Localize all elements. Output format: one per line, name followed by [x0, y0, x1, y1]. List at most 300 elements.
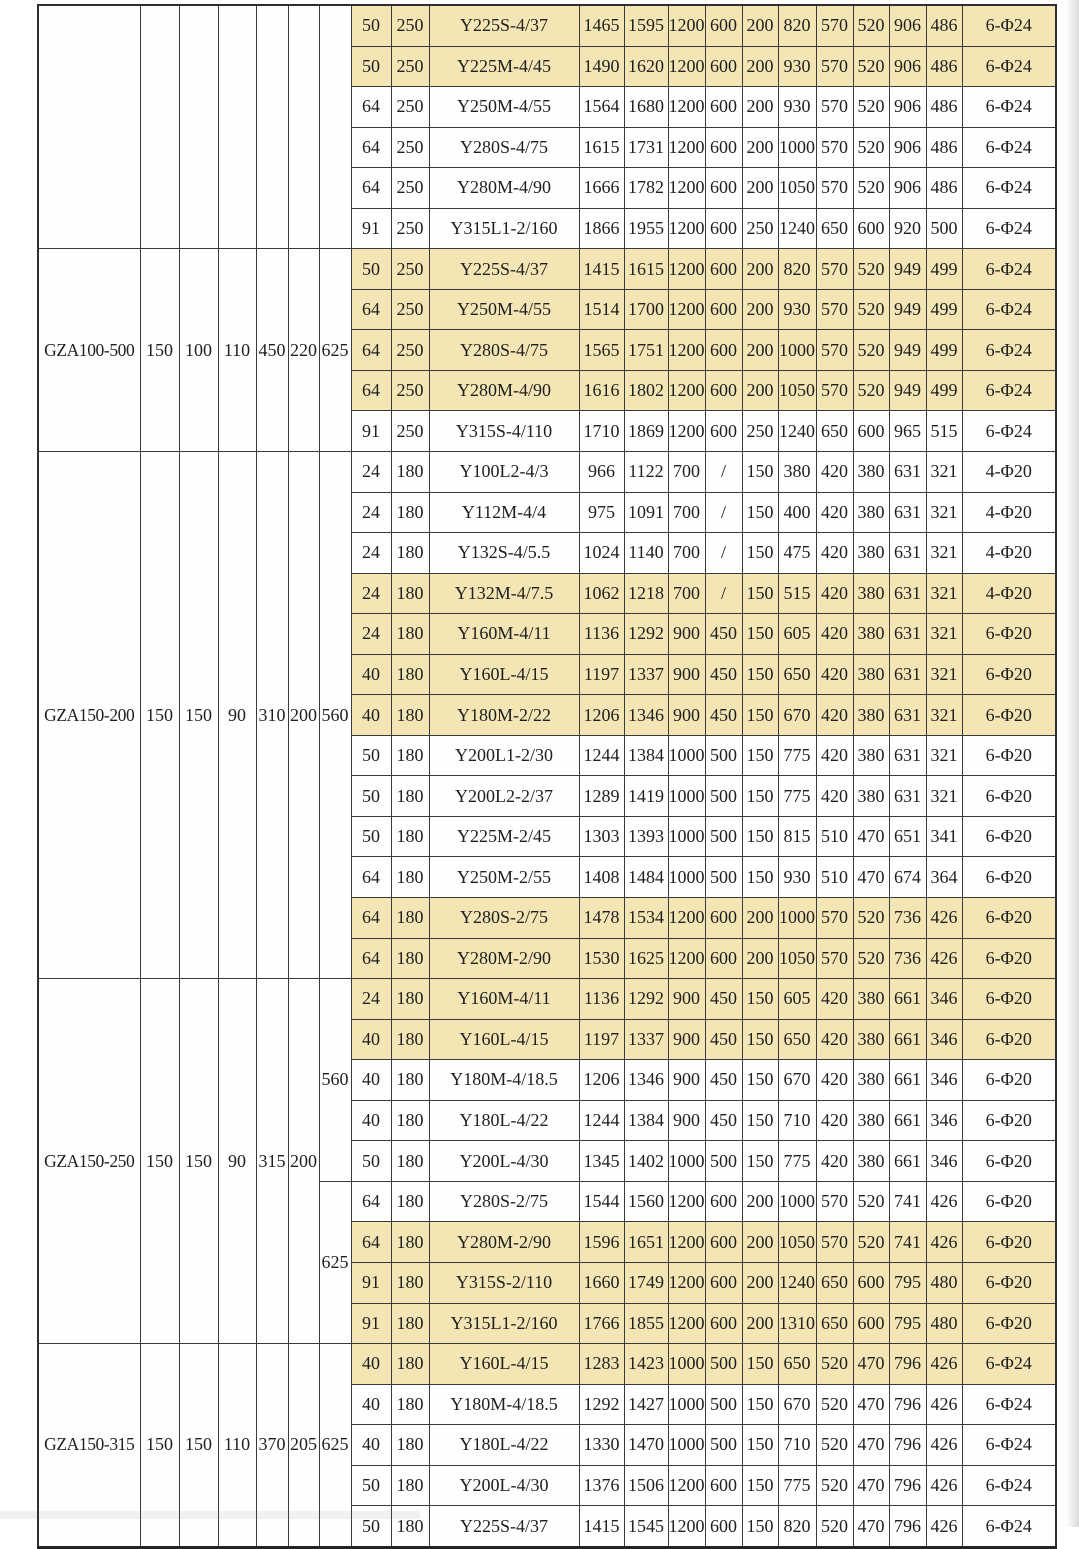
- motor-model-cell: Y280S-2/75: [429, 898, 579, 939]
- dim-cell: 625: [319, 1344, 351, 1548]
- value-cell: 1384: [624, 1100, 668, 1141]
- value-cell: 50: [351, 1141, 391, 1182]
- value-cell: 796: [889, 1506, 926, 1548]
- bolt-spec-cell: 6-Φ24: [962, 330, 1056, 371]
- value-cell: 600: [705, 411, 742, 452]
- value-cell: 700: [668, 533, 705, 574]
- value-cell: 250: [391, 5, 429, 46]
- motor-model-cell: Y200L2-2/37: [429, 776, 579, 817]
- value-cell: /: [705, 573, 742, 614]
- value-cell: 500: [705, 1425, 742, 1466]
- value-cell: 1292: [579, 1384, 624, 1425]
- value-cell: 1206: [579, 695, 624, 736]
- value-cell: 600: [853, 208, 889, 249]
- bolt-spec-cell: 6-Φ24: [962, 87, 1056, 128]
- motor-model-cell: Y315S-4/110: [429, 411, 579, 452]
- value-cell: 364: [926, 857, 962, 898]
- value-cell: 64: [351, 168, 391, 209]
- dim-cell: 205: [288, 1344, 319, 1548]
- bolt-spec-cell: 6-Φ20: [962, 1060, 1056, 1101]
- motor-model-cell: Y225S-4/37: [429, 1506, 579, 1548]
- motor-model-cell: Y280S-2/75: [429, 1181, 579, 1222]
- value-cell: 180: [391, 979, 429, 1020]
- value-cell: 1200: [668, 168, 705, 209]
- value-cell: 906: [889, 5, 926, 46]
- value-cell: 64: [351, 938, 391, 979]
- value-cell: 250: [391, 330, 429, 371]
- motor-model-cell: Y200L-4/30: [429, 1141, 579, 1182]
- value-cell: 1200: [668, 370, 705, 411]
- value-cell: 380: [853, 695, 889, 736]
- spec-table-body: [38, 5, 1056, 1547]
- value-cell: 520: [853, 5, 889, 46]
- value-cell: 40: [351, 1060, 391, 1101]
- value-cell: 1337: [624, 1019, 668, 1060]
- value-cell: 1490: [579, 46, 624, 87]
- value-cell: 1050: [778, 1222, 816, 1263]
- bolt-spec-cell: 6-Φ24: [962, 249, 1056, 290]
- motor-model-cell: Y225S-4/37: [429, 249, 579, 290]
- dim-cell: [319, 5, 351, 249]
- value-cell: 380: [853, 1019, 889, 1060]
- value-cell: 420: [816, 1100, 853, 1141]
- value-cell: 50: [351, 5, 391, 46]
- value-cell: 600: [705, 1465, 742, 1506]
- value-cell: 1766: [579, 1303, 624, 1344]
- value-cell: 150: [742, 533, 778, 574]
- value-cell: 815: [778, 816, 816, 857]
- value-cell: 1615: [579, 127, 624, 168]
- value-cell: 631: [889, 614, 926, 655]
- value-cell: 200: [742, 330, 778, 371]
- photo-edge-shade: [1066, 0, 1079, 1527]
- value-cell: 520: [816, 1425, 853, 1466]
- dim-cell: 450: [256, 249, 288, 452]
- dim-cell: 110: [218, 249, 256, 452]
- value-cell: 200: [742, 1222, 778, 1263]
- value-cell: 600: [705, 208, 742, 249]
- value-cell: 600: [705, 249, 742, 290]
- value-cell: 321: [926, 492, 962, 533]
- bolt-spec-cell: 6-Φ24: [962, 46, 1056, 87]
- value-cell: 966: [579, 452, 624, 493]
- motor-model-cell: Y280M-4/90: [429, 370, 579, 411]
- value-cell: 321: [926, 654, 962, 695]
- value-cell: 1218: [624, 573, 668, 614]
- value-cell: 450: [705, 695, 742, 736]
- value-cell: 180: [391, 1019, 429, 1060]
- value-cell: 180: [391, 857, 429, 898]
- value-cell: 520: [853, 168, 889, 209]
- bolt-spec-cell: 6-Φ24: [962, 5, 1056, 46]
- value-cell: 64: [351, 289, 391, 330]
- value-cell: 1200: [668, 5, 705, 46]
- value-cell: 426: [926, 1181, 962, 1222]
- value-cell: 600: [705, 1181, 742, 1222]
- value-cell: 470: [853, 1384, 889, 1425]
- value-cell: 180: [391, 1181, 429, 1222]
- value-cell: 50: [351, 776, 391, 817]
- value-cell: 520: [816, 1465, 853, 1506]
- dim-cell: [140, 5, 179, 249]
- dim-cell: 200: [288, 979, 319, 1344]
- value-cell: 321: [926, 533, 962, 574]
- value-cell: 1200: [668, 1303, 705, 1344]
- value-cell: 24: [351, 492, 391, 533]
- value-cell: 796: [889, 1465, 926, 1506]
- value-cell: 1200: [668, 1506, 705, 1548]
- value-cell: 1660: [579, 1262, 624, 1303]
- value-cell: 486: [926, 87, 962, 128]
- value-cell: 50: [351, 1506, 391, 1548]
- value-cell: 1700: [624, 289, 668, 330]
- value-cell: 631: [889, 573, 926, 614]
- value-cell: 200: [742, 289, 778, 330]
- value-cell: 1292: [624, 979, 668, 1020]
- value-cell: 906: [889, 87, 926, 128]
- value-cell: 150: [742, 573, 778, 614]
- value-cell: 1200: [668, 938, 705, 979]
- value-cell: 1545: [624, 1506, 668, 1548]
- value-cell: 380: [853, 1100, 889, 1141]
- value-cell: 420: [816, 654, 853, 695]
- value-cell: 1289: [579, 776, 624, 817]
- value-cell: 1506: [624, 1465, 668, 1506]
- value-cell: 1200: [668, 289, 705, 330]
- value-cell: 40: [351, 1384, 391, 1425]
- dim-cell: [288, 5, 319, 249]
- value-cell: 700: [668, 573, 705, 614]
- value-cell: 250: [391, 289, 429, 330]
- value-cell: 426: [926, 1465, 962, 1506]
- value-cell: 775: [778, 776, 816, 817]
- value-cell: 520: [853, 1222, 889, 1263]
- motor-model-cell: Y160M-4/11: [429, 614, 579, 655]
- value-cell: 470: [853, 1465, 889, 1506]
- bolt-spec-cell: 4-Φ20: [962, 533, 1056, 574]
- value-cell: 180: [391, 816, 429, 857]
- value-cell: 200: [742, 168, 778, 209]
- value-cell: 600: [705, 168, 742, 209]
- value-cell: 150: [742, 654, 778, 695]
- value-cell: 470: [853, 1344, 889, 1385]
- value-cell: 900: [668, 695, 705, 736]
- value-cell: 710: [778, 1100, 816, 1141]
- value-cell: 200: [742, 127, 778, 168]
- value-cell: 50: [351, 46, 391, 87]
- value-cell: 1240: [778, 208, 816, 249]
- value-cell: 180: [391, 1506, 429, 1548]
- value-cell: 150: [742, 979, 778, 1020]
- value-cell: 1616: [579, 370, 624, 411]
- value-cell: 180: [391, 1425, 429, 1466]
- dim-cell: 90: [218, 979, 256, 1344]
- value-cell: 661: [889, 979, 926, 1020]
- motor-model-cell: Y200L1-2/30: [429, 735, 579, 776]
- value-cell: 570: [816, 330, 853, 371]
- value-cell: 91: [351, 1303, 391, 1344]
- value-cell: 346: [926, 1060, 962, 1101]
- value-cell: 40: [351, 1100, 391, 1141]
- value-cell: 450: [705, 654, 742, 695]
- value-cell: 949: [889, 370, 926, 411]
- value-cell: 1337: [624, 654, 668, 695]
- value-cell: 50: [351, 735, 391, 776]
- value-cell: 499: [926, 370, 962, 411]
- value-cell: 486: [926, 168, 962, 209]
- bolt-spec-cell: 6-Φ20: [962, 1100, 1056, 1141]
- value-cell: 520: [853, 46, 889, 87]
- value-cell: 250: [742, 411, 778, 452]
- value-cell: 200: [742, 87, 778, 128]
- value-cell: 500: [926, 208, 962, 249]
- value-cell: 420: [816, 735, 853, 776]
- motor-model-cell: Y180L-4/22: [429, 1100, 579, 1141]
- motor-model-cell: Y180M-4/18.5: [429, 1384, 579, 1425]
- value-cell: 380: [853, 614, 889, 655]
- value-cell: 426: [926, 1344, 962, 1385]
- value-cell: 420: [816, 573, 853, 614]
- value-cell: 499: [926, 330, 962, 371]
- dim-cell: 110: [218, 1344, 256, 1548]
- bolt-spec-cell: 6-Φ20: [962, 816, 1056, 857]
- bolt-spec-cell: 6-Φ20: [962, 857, 1056, 898]
- value-cell: 930: [778, 857, 816, 898]
- value-cell: 1478: [579, 898, 624, 939]
- motor-model-cell: Y180M-4/18.5: [429, 1060, 579, 1101]
- value-cell: 486: [926, 5, 962, 46]
- value-cell: 64: [351, 330, 391, 371]
- bolt-spec-cell: 6-Φ20: [962, 938, 1056, 979]
- value-cell: 24: [351, 614, 391, 655]
- value-cell: 1514: [579, 289, 624, 330]
- value-cell: 500: [705, 1344, 742, 1385]
- value-cell: 570: [816, 1222, 853, 1263]
- value-cell: 600: [705, 330, 742, 371]
- value-cell: 1000: [778, 330, 816, 371]
- motor-model-cell: Y315S-2/110: [429, 1262, 579, 1303]
- value-cell: 949: [889, 289, 926, 330]
- value-cell: 180: [391, 776, 429, 817]
- value-cell: 1024: [579, 533, 624, 574]
- value-cell: 250: [391, 127, 429, 168]
- value-cell: 1244: [579, 735, 624, 776]
- value-cell: 510: [816, 816, 853, 857]
- dim-cell: 150: [179, 979, 218, 1344]
- value-cell: 570: [816, 938, 853, 979]
- value-cell: 1200: [668, 1262, 705, 1303]
- value-cell: 486: [926, 127, 962, 168]
- dim-cell: 560: [319, 979, 351, 1182]
- value-cell: 520: [853, 938, 889, 979]
- value-cell: 1596: [579, 1222, 624, 1263]
- value-cell: 150: [742, 1506, 778, 1548]
- value-cell: 1427: [624, 1384, 668, 1425]
- value-cell: 200: [742, 1181, 778, 1222]
- value-cell: 1330: [579, 1425, 624, 1466]
- value-cell: 520: [853, 898, 889, 939]
- value-cell: 795: [889, 1303, 926, 1344]
- value-cell: 1802: [624, 370, 668, 411]
- value-cell: /: [705, 533, 742, 574]
- value-cell: 1200: [668, 46, 705, 87]
- value-cell: 1615: [624, 249, 668, 290]
- value-cell: 1345: [579, 1141, 624, 1182]
- value-cell: 605: [778, 979, 816, 1020]
- bolt-spec-cell: 6-Φ20: [962, 654, 1056, 695]
- value-cell: 1530: [579, 938, 624, 979]
- value-cell: 380: [853, 573, 889, 614]
- value-cell: 570: [816, 5, 853, 46]
- value-cell: 700: [668, 452, 705, 493]
- value-cell: 1393: [624, 816, 668, 857]
- value-cell: 180: [391, 1262, 429, 1303]
- value-cell: 346: [926, 1100, 962, 1141]
- value-cell: 1376: [579, 1465, 624, 1506]
- value-cell: 380: [853, 654, 889, 695]
- value-cell: 741: [889, 1181, 926, 1222]
- value-cell: 250: [391, 208, 429, 249]
- value-cell: 900: [668, 1060, 705, 1101]
- value-cell: 600: [705, 5, 742, 46]
- dim-cell: 560: [319, 452, 351, 979]
- motor-model-cell: Y112M-4/4: [429, 492, 579, 533]
- value-cell: 570: [816, 370, 853, 411]
- value-cell: 40: [351, 1019, 391, 1060]
- value-cell: 91: [351, 208, 391, 249]
- value-cell: 906: [889, 127, 926, 168]
- value-cell: 150: [742, 816, 778, 857]
- bolt-spec-cell: 6-Φ24: [962, 411, 1056, 452]
- bolt-spec-cell: 6-Φ20: [962, 1019, 1056, 1060]
- value-cell: 1050: [778, 370, 816, 411]
- motor-model-cell: Y315L1-2/160: [429, 1303, 579, 1344]
- value-cell: 40: [351, 695, 391, 736]
- value-cell: 200: [742, 898, 778, 939]
- model-cell: GZA150-250: [38, 979, 140, 1344]
- value-cell: 631: [889, 735, 926, 776]
- pump-dimension-table: [37, 4, 1057, 1549]
- value-cell: 426: [926, 1425, 962, 1466]
- motor-model-cell: Y280S-4/75: [429, 330, 579, 371]
- value-cell: 180: [391, 898, 429, 939]
- bolt-spec-cell: 6-Φ24: [962, 1465, 1056, 1506]
- value-cell: 570: [816, 898, 853, 939]
- value-cell: 650: [816, 1303, 853, 1344]
- value-cell: 650: [778, 1344, 816, 1385]
- value-cell: 450: [705, 979, 742, 1020]
- value-cell: 906: [889, 168, 926, 209]
- value-cell: 380: [853, 979, 889, 1020]
- value-cell: 600: [705, 898, 742, 939]
- value-cell: 1240: [778, 411, 816, 452]
- value-cell: 400: [778, 492, 816, 533]
- value-cell: 150: [742, 1344, 778, 1385]
- value-cell: 1197: [579, 654, 624, 695]
- value-cell: 661: [889, 1060, 926, 1101]
- value-cell: 820: [778, 5, 816, 46]
- value-cell: 736: [889, 938, 926, 979]
- value-cell: 470: [853, 816, 889, 857]
- value-cell: 426: [926, 1222, 962, 1263]
- value-cell: 631: [889, 654, 926, 695]
- value-cell: 1136: [579, 614, 624, 655]
- motor-model-cell: Y225M-2/45: [429, 816, 579, 857]
- value-cell: 796: [889, 1344, 926, 1385]
- value-cell: 180: [391, 1222, 429, 1263]
- value-cell: 650: [816, 411, 853, 452]
- motor-model-cell: Y160L-4/15: [429, 1344, 579, 1385]
- value-cell: 321: [926, 614, 962, 655]
- bolt-spec-cell: 6-Φ20: [962, 979, 1056, 1020]
- motor-model-cell: Y225S-4/37: [429, 5, 579, 46]
- value-cell: 500: [705, 1141, 742, 1182]
- value-cell: 900: [668, 654, 705, 695]
- value-cell: 600: [705, 289, 742, 330]
- motor-model-cell: Y100L2-4/3: [429, 452, 579, 493]
- value-cell: 180: [391, 533, 429, 574]
- value-cell: 24: [351, 573, 391, 614]
- value-cell: 150: [742, 452, 778, 493]
- value-cell: 180: [391, 695, 429, 736]
- value-cell: 631: [889, 776, 926, 817]
- value-cell: 1197: [579, 1019, 624, 1060]
- value-cell: 40: [351, 1344, 391, 1385]
- value-cell: /: [705, 452, 742, 493]
- value-cell: 515: [778, 573, 816, 614]
- value-cell: 600: [705, 370, 742, 411]
- value-cell: 1244: [579, 1100, 624, 1141]
- value-cell: 180: [391, 938, 429, 979]
- value-cell: 40: [351, 1425, 391, 1466]
- value-cell: 1283: [579, 1344, 624, 1385]
- value-cell: 250: [391, 168, 429, 209]
- value-cell: 1384: [624, 735, 668, 776]
- bolt-spec-cell: 6-Φ24: [962, 168, 1056, 209]
- value-cell: 600: [705, 1506, 742, 1548]
- dim-cell: 625: [319, 249, 351, 452]
- value-cell: 661: [889, 1141, 926, 1182]
- value-cell: 1000: [668, 1344, 705, 1385]
- bolt-spec-cell: 4-Φ20: [962, 573, 1056, 614]
- bolt-spec-cell: 6-Φ20: [962, 1181, 1056, 1222]
- value-cell: 1200: [668, 411, 705, 452]
- value-cell: 24: [351, 452, 391, 493]
- value-cell: 450: [705, 1019, 742, 1060]
- spec-row: [38, 452, 1056, 493]
- value-cell: 949: [889, 330, 926, 371]
- value-cell: 1000: [668, 857, 705, 898]
- motor-model-cell: Y250M-4/55: [429, 289, 579, 330]
- value-cell: 499: [926, 289, 962, 330]
- value-cell: 341: [926, 816, 962, 857]
- value-cell: 906: [889, 46, 926, 87]
- value-cell: 500: [705, 735, 742, 776]
- motor-model-cell: Y200L-4/30: [429, 1465, 579, 1506]
- value-cell: 150: [742, 614, 778, 655]
- value-cell: 500: [705, 776, 742, 817]
- value-cell: 150: [742, 735, 778, 776]
- value-cell: 1200: [668, 249, 705, 290]
- value-cell: 420: [816, 492, 853, 533]
- value-cell: 150: [742, 1019, 778, 1060]
- value-cell: 651: [889, 816, 926, 857]
- motor-model-cell: Y280M-2/90: [429, 1222, 579, 1263]
- value-cell: 91: [351, 1262, 391, 1303]
- value-cell: 1680: [624, 87, 668, 128]
- bolt-spec-cell: 6-Φ20: [962, 898, 1056, 939]
- dim-cell: 150: [140, 249, 179, 452]
